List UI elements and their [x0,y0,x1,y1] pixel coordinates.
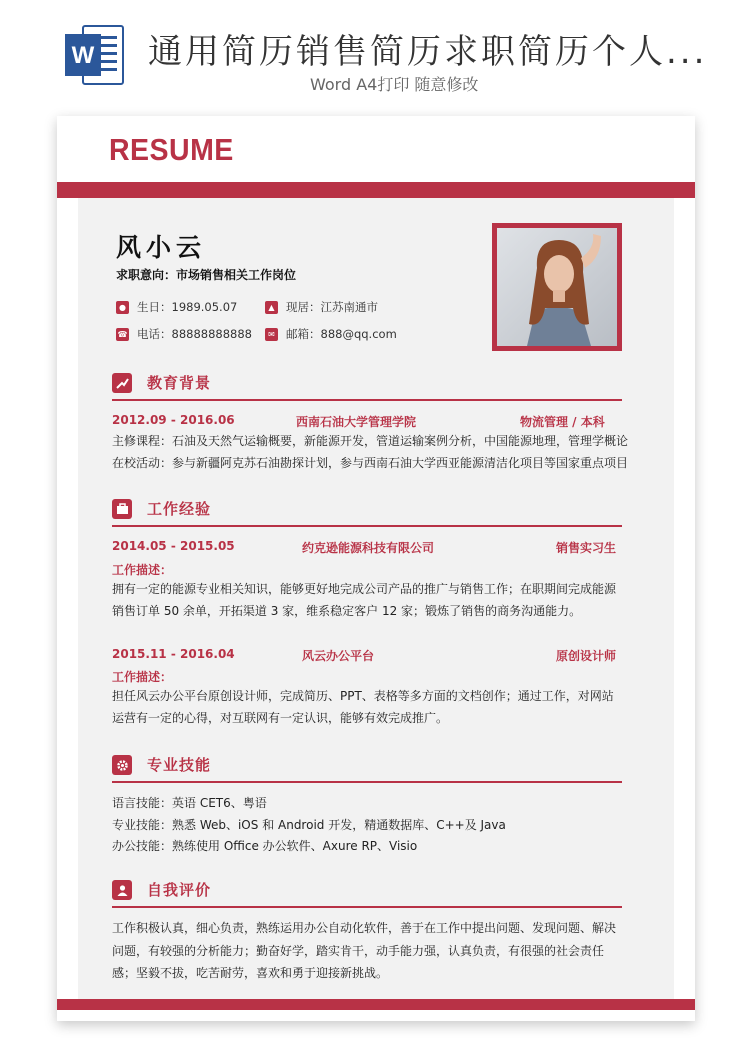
work-2-company: 风云办公平台 [302,649,375,663]
info-birth: ● 生日：1989.05.07 [116,299,237,315]
document-subtitle: Word A4打印 随意修改 [310,75,479,94]
info-phone: ☎ 电话：88888888888 [117,327,252,341]
work-2-role: 原创设计师 [556,649,617,663]
self-eval-title: 自我评价 [147,881,212,899]
work-section-header [112,500,622,527]
briefcase-icon [112,499,132,519]
document-title: 通用简历销售简历求职简历个人... [148,32,708,72]
info-email: ✉ 邮箱：888@qq.com [265,326,397,342]
skill-line: 语言技能：英语 CET6、粤语 [112,796,267,810]
education-icon [112,373,132,393]
resume-page [57,116,695,1021]
education-section-header [112,374,622,401]
work-2-desc: 担任风云办公平台原创设计师，完成简历、PPT、表格等多方面的文档创作；通过工作，对网站运营有一定的心得，对互联网有一定认识，能够有效完成推广。 [112,689,614,725]
work-2-desc-label: 工作描述： [112,670,173,684]
job-intent: 求职意向：市场销售相关工作岗位 [116,268,297,282]
skills-title: 专业技能 [147,756,212,774]
candidate-name: 风小云 [116,233,207,262]
skill-line: 专业技能：熟悉 Web、iOS 和 Android 开发，精通数据库、C++及 Java [112,817,506,832]
skills-list [112,793,624,858]
mail-icon: ✉ [265,328,278,341]
education-date: 2012.09 - 2016.06 [112,413,235,427]
resume-banner: RESUME [109,132,234,167]
self-eval-section-header [112,881,622,908]
bottom-accent-bar [57,999,695,1010]
user-icon [112,880,132,900]
top-accent-bar [57,182,695,198]
self-eval-text: 工作积极认真，细心负责，熟练运用办公自动化软件，善于在工作中提出问题、发现问题、解决问题，有较强的分析能力；勤奋好学，踏实肯干，动手能力强，认真负责，有很强的社会责任感；坚毅不拔，吃苦耐劳，喜欢和勇于迎接新挑战。 [112,921,617,980]
education-activities: 在校活动：参与新疆阿克苏石油勘探计划，参与西南石油大学西亚能源清洁化项目等国家重点项目 [112,455,629,470]
skill-line: 办公技能：熟练使用 Office 办公软件、Axure RP、Visio [112,839,418,853]
work-1-desc: 拥有一定的能源专业相关知识，能够更好地完成公司产品的推广与销售工作；在职期间完成能源销售订单 50 余单，开拓渠道 3 家，维系稳定客户 12 家；锻炼了销售的商务沟通能力。 [112,582,617,618]
info-location: ▲ 现居：江苏南通市 [265,299,378,315]
work-title: 工作经验 [147,500,212,518]
work-1-desc-label: 工作描述： [112,563,173,577]
education-school: 西南石油大学管理学院 [296,415,417,429]
person-icon: ● [116,301,129,314]
education-title: 教育背景 [147,374,212,392]
education-details [112,431,629,474]
work-2-date: 2015.11 - 2016.04 [112,647,235,661]
work-1-role: 销售实习生 [556,541,617,555]
svg-text:W: W [71,42,95,69]
document-header [0,0,750,110]
word-icon [59,20,131,92]
home-icon: ▲ [265,301,278,314]
education-courses: 主修课程：石油及天然气运输概要，新能源开发，管道运输案例分析，中国能源地理，管理学概论 [112,434,629,448]
work-1-date: 2014.05 - 2015.05 [112,539,235,553]
gear-icon [112,755,132,775]
phone-icon: ☎ [117,329,128,339]
profile-photo [492,223,622,351]
education-major: 物流管理 / 本科 [520,415,605,429]
resume-content [78,198,674,999]
skills-section-header [112,756,622,783]
work-1-company: 约克逊能源科技有限公司 [302,541,435,555]
